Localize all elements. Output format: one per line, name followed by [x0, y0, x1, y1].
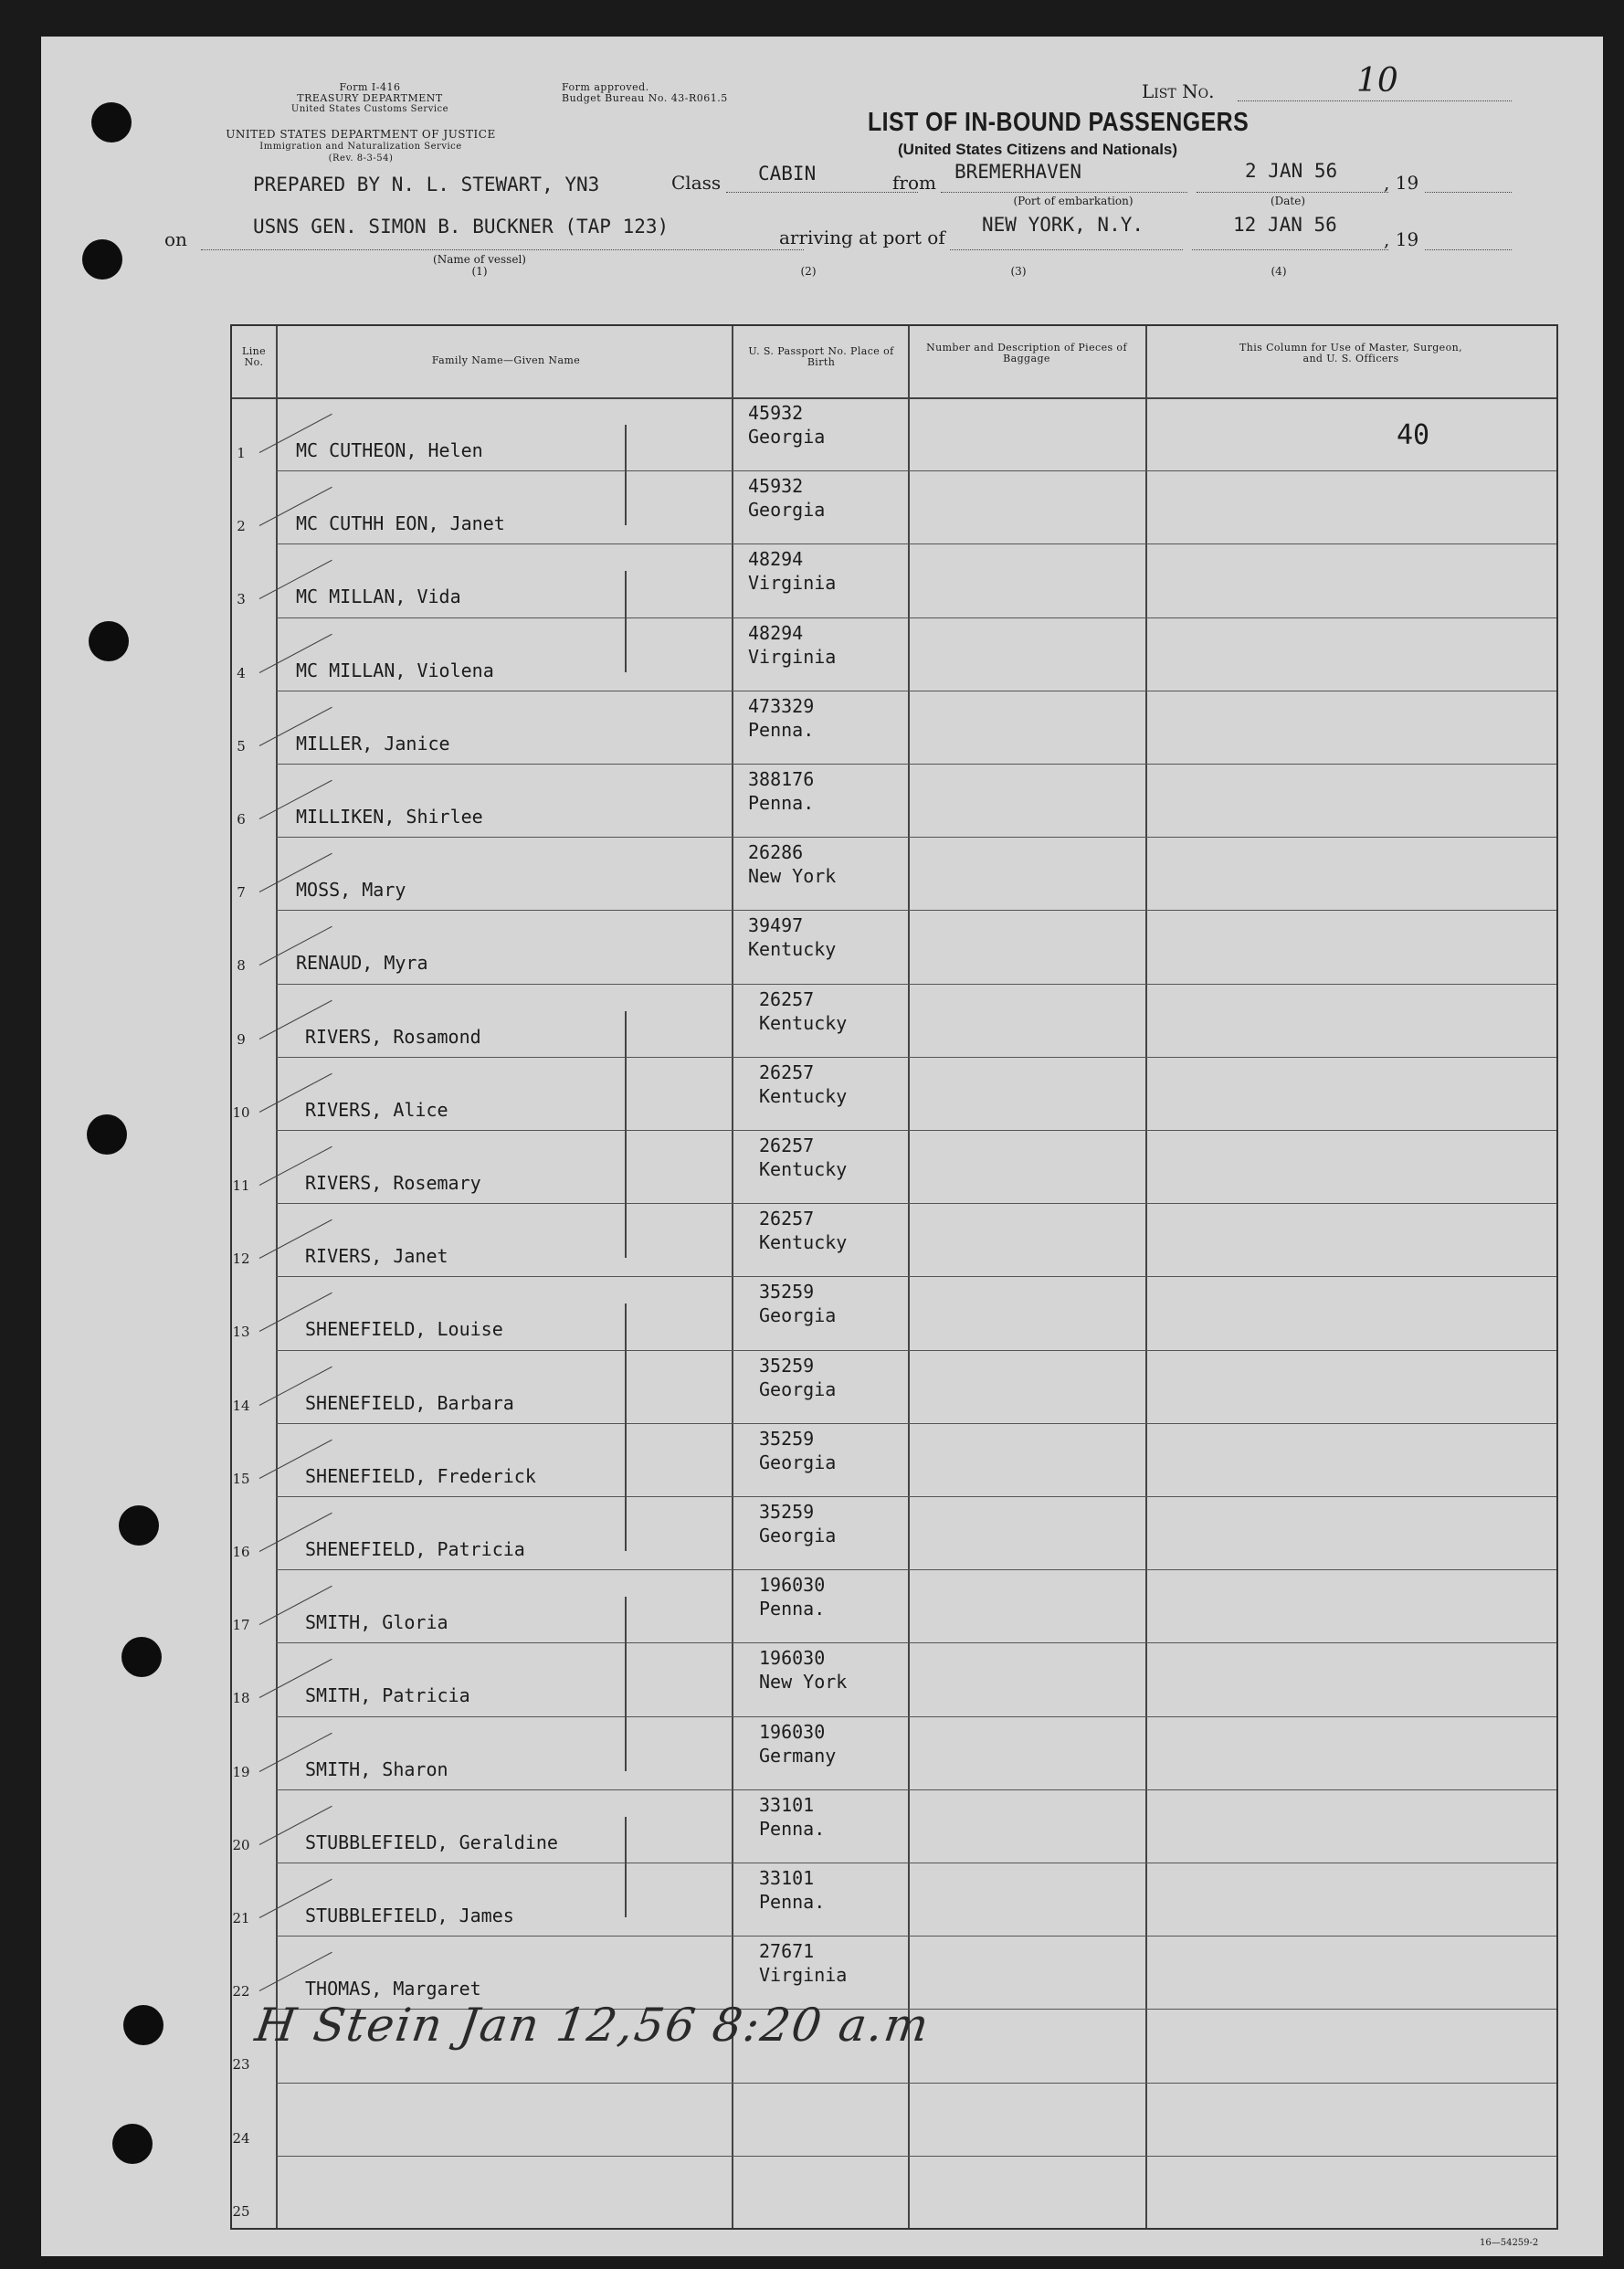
passport-number: 27671: [759, 1940, 815, 1963]
passenger-name: RIVERS, Rosamond: [305, 1025, 481, 1048]
place-of-birth: New York: [748, 865, 837, 888]
family-bracket: [625, 425, 627, 525]
passport-number: 33101: [759, 1867, 815, 1889]
row-divider: [276, 910, 1556, 911]
header-line-no: Line No.: [241, 345, 267, 368]
passport-number: 388176: [748, 768, 815, 790]
place-of-birth: Kentucky: [759, 1231, 848, 1254]
vessel-caption: (Name of vessel): [433, 253, 526, 266]
justice-dept: UNITED STATES DEPARTMENT OF JUSTICE: [226, 128, 496, 141]
officer-note: 40: [1397, 419, 1430, 451]
line-number: 1: [237, 445, 246, 461]
arrival-port-line: [950, 249, 1183, 250]
from-line: [941, 192, 1187, 193]
row-divider: [276, 764, 1556, 765]
passenger-name: MOSS, Mary: [296, 879, 406, 902]
form-approved: Form approved.: [562, 81, 649, 93]
passenger-name: MC CUTHH EON, Janet: [296, 512, 505, 535]
from-label: from: [892, 172, 936, 194]
row-divider: [276, 1057, 1556, 1058]
form-number: Form I-416: [339, 81, 401, 93]
header-name: Family Name—Given Name: [431, 354, 581, 366]
handwritten-inspection-note: H Stein Jan 12,56 8:20 a.m: [251, 1999, 933, 2052]
passport-number: 45932: [748, 475, 804, 498]
line-number: 13: [232, 1324, 250, 1341]
line-number: 10: [232, 1103, 250, 1121]
passenger-name: RIVERS, Janet: [305, 1245, 448, 1268]
document-title: LIST OF IN-BOUND PASSENGERS: [868, 108, 1250, 137]
passport-number: 35259: [759, 1501, 815, 1523]
line-number: 14: [232, 1397, 250, 1414]
line-number: 24: [232, 2129, 250, 2147]
header-passport: U. S. Passport No. Place of Birth: [748, 345, 894, 368]
place-of-birth: Kentucky: [748, 938, 837, 961]
passenger-name: MC MILLAN, Violena: [296, 659, 494, 681]
place-of-birth: Germany: [759, 1744, 837, 1767]
passport-number: 35259: [759, 1427, 815, 1450]
class-line: [726, 192, 918, 193]
row-divider: [276, 1203, 1556, 1204]
passenger-name: SHENEFIELD, Barbara: [305, 1391, 514, 1414]
passenger-name: MC CUTHEON, Helen: [296, 439, 483, 461]
line-number: 2: [237, 518, 246, 535]
vessel-name: USNS GEN. SIMON B. BUCKNER (TAP 123): [253, 216, 670, 237]
passenger-name: SMITH, Patricia: [305, 1684, 470, 1707]
row-divider: [276, 1276, 1556, 1277]
place-of-birth: Kentucky: [759, 1011, 848, 1034]
row-divider: [276, 837, 1556, 838]
list-no-line: [1238, 100, 1512, 101]
passenger-table: [230, 324, 1558, 2230]
line-number: 16: [232, 1544, 250, 1560]
place-of-birth: Georgia: [759, 1525, 837, 1546]
row-divider: [276, 1569, 1556, 1570]
punch-hole: [82, 239, 122, 280]
punch-hole: [112, 2124, 153, 2164]
year-line-1: [1425, 192, 1512, 193]
from-date-line: [1197, 192, 1388, 193]
row-divider: [276, 1350, 1556, 1351]
col-caption-2: (2): [800, 265, 817, 278]
passport-number: 26286: [748, 841, 804, 864]
passenger-name: SHENEFIELD, Louise: [305, 1318, 503, 1341]
customs-service: United States Customs Service: [290, 104, 449, 114]
place-of-birth: Georgia: [759, 1304, 837, 1327]
line-number: 20: [232, 1836, 250, 1853]
family-bracket: [625, 1011, 627, 1259]
line-number: 11: [232, 1177, 250, 1194]
arrival-date: 12 JAN 56: [1233, 214, 1337, 236]
family-bracket: [625, 1597, 627, 1770]
passport-number: 196030: [759, 1574, 826, 1597]
line-number: 18: [232, 1690, 250, 1707]
place-of-birth: Georgia: [748, 426, 826, 448]
line-number: 4: [237, 664, 246, 681]
row-divider: [276, 2083, 1556, 2084]
passport-number: 33101: [759, 1793, 815, 1816]
year-suffix-2: , 19: [1384, 228, 1419, 250]
passenger-name: MILLIKEN, Shirlee: [296, 806, 483, 828]
place-of-birth: Kentucky: [759, 1158, 848, 1180]
row-divider: [276, 1642, 1556, 1643]
embarkation-date: 2 JAN 56: [1245, 160, 1338, 182]
immigration-service: Immigration and Naturalization Service: [259, 142, 462, 152]
embarkation-port: BREMERHAVEN: [954, 161, 1082, 183]
line-number: 6: [237, 811, 246, 828]
row-divider: [276, 1936, 1556, 1937]
line-number: 7: [237, 884, 246, 902]
line-number: 25: [232, 2202, 250, 2220]
year-suffix-1: , 19: [1384, 172, 1419, 194]
passport-number: 48294: [748, 548, 804, 571]
place-of-birth: Penna.: [748, 792, 815, 814]
passenger-name: STUBBLEFIELD, Geraldine: [305, 1831, 558, 1853]
passport-number: 26257: [759, 1061, 815, 1083]
passenger-name: SMITH, Gloria: [305, 1611, 448, 1634]
revision: (Rev. 8-3-54): [328, 153, 394, 164]
passenger-name: SHENEFIELD, Frederick: [305, 1464, 536, 1487]
line-number: 23: [232, 2056, 250, 2074]
line-number: 8: [237, 957, 246, 975]
header-divider: [232, 397, 1556, 399]
punch-hole: [91, 102, 132, 142]
line-number: 17: [232, 1617, 250, 1634]
family-bracket: [625, 571, 627, 671]
row-divider: [276, 2156, 1556, 2157]
family-bracket: [625, 1303, 627, 1551]
punch-hole: [119, 1505, 159, 1546]
passenger-name: RENAUD, Myra: [296, 952, 428, 975]
class-value: CABIN: [758, 163, 817, 185]
prepared-by: PREPARED BY N. L. STEWART, YN3: [253, 174, 600, 195]
passport-number: 196030: [759, 1720, 826, 1743]
passenger-name: SHENEFIELD, Patricia: [305, 1538, 525, 1560]
passport-number: 48294: [748, 621, 804, 644]
row-divider: [276, 470, 1556, 471]
row-divider: [276, 1789, 1556, 1790]
line-number: 19: [232, 1763, 250, 1780]
passport-number: 39497: [748, 914, 804, 937]
vessel-line: [201, 249, 804, 250]
line-number: 21: [232, 1910, 250, 1926]
punch-hole: [123, 2005, 163, 2045]
passenger-name: MILLER, Janice: [296, 732, 450, 755]
header-baggage: Number and Description of Pieces of Baggage: [926, 342, 1127, 364]
on-label: on: [164, 228, 187, 250]
arrival-date-line: [1192, 249, 1388, 250]
family-bracket: [625, 1817, 627, 1917]
punch-hole: [87, 1114, 127, 1155]
passport-number: 26257: [759, 1208, 815, 1230]
year-line-2: [1425, 249, 1512, 250]
place-of-birth: Penna.: [759, 1891, 826, 1913]
passport-number: 26257: [759, 1134, 815, 1156]
footer-code: 16—54259-2: [1480, 2238, 1539, 2248]
punch-hole: [89, 621, 129, 661]
document-page: [41, 37, 1603, 2256]
place-of-birth: Kentucky: [759, 1084, 848, 1107]
row-divider: [276, 617, 1556, 618]
passenger-name: RIVERS, Rosemary: [305, 1172, 481, 1194]
line-number: 12: [232, 1251, 250, 1268]
col-caption-4: (4): [1271, 265, 1287, 278]
row-divider: [276, 1716, 1556, 1717]
header-officers: This Column for Use of Master, Surgeon, and U. S. Officers: [1239, 342, 1462, 364]
line-number: 9: [237, 1030, 246, 1048]
passenger-name: SMITH, Sharon: [305, 1757, 448, 1780]
place-of-birth: Penna.: [759, 1598, 826, 1620]
line-number: 22: [232, 1983, 250, 2000]
date-caption: (Date): [1270, 195, 1306, 207]
place-of-birth: Virginia: [759, 1964, 848, 1987]
row-divider: [276, 984, 1556, 985]
line-number: 5: [237, 737, 246, 755]
place-of-birth: New York: [759, 1671, 848, 1694]
port-caption: (Port of embarkation): [1013, 195, 1134, 207]
passenger-name: MC MILLAN, Vida: [296, 586, 461, 608]
passport-number: 473329: [748, 694, 815, 717]
place-of-birth: Virginia: [748, 572, 837, 595]
passport-number: 35259: [759, 1281, 815, 1303]
place-of-birth: Georgia: [759, 1451, 837, 1473]
col-caption-1: (1): [471, 265, 488, 278]
place-of-birth: Virginia: [748, 645, 837, 668]
passport-number: 35259: [759, 1354, 815, 1377]
passport-number: 196030: [759, 1647, 826, 1670]
passenger-name: STUBBLEFIELD, James: [305, 1905, 514, 1926]
arriving-label: arriving at port of: [779, 227, 945, 248]
line-number: 3: [237, 591, 246, 608]
passport-number: 45932: [748, 402, 804, 424]
col-caption-3: (3): [1010, 265, 1027, 278]
place-of-birth: Penna.: [748, 718, 815, 741]
place-of-birth: Georgia: [748, 499, 826, 522]
budget-bureau: Budget Bureau No. 43-R061.5: [562, 92, 728, 104]
row-divider: [276, 1496, 1556, 1497]
list-no-value: 10: [1356, 62, 1398, 100]
passport-number: 26257: [759, 987, 815, 1010]
document-subtitle: (United States Citizens and Nationals): [898, 141, 1178, 158]
place-of-birth: Georgia: [759, 1377, 837, 1400]
line-number: 15: [232, 1470, 250, 1487]
passenger-name: RIVERS, Alice: [305, 1098, 448, 1121]
row-divider: [276, 1423, 1556, 1424]
class-label: Class: [671, 172, 722, 194]
place-of-birth: Penna.: [759, 1817, 826, 1840]
row-divider: [276, 1130, 1556, 1131]
passenger-name: THOMAS, Margaret: [305, 1978, 481, 2000]
treasury-dept: TREASURY DEPARTMENT: [297, 92, 443, 104]
list-no-label: List No.: [1142, 80, 1215, 102]
arrival-port: NEW YORK, N.Y.: [982, 214, 1144, 236]
punch-hole: [121, 1637, 162, 1677]
